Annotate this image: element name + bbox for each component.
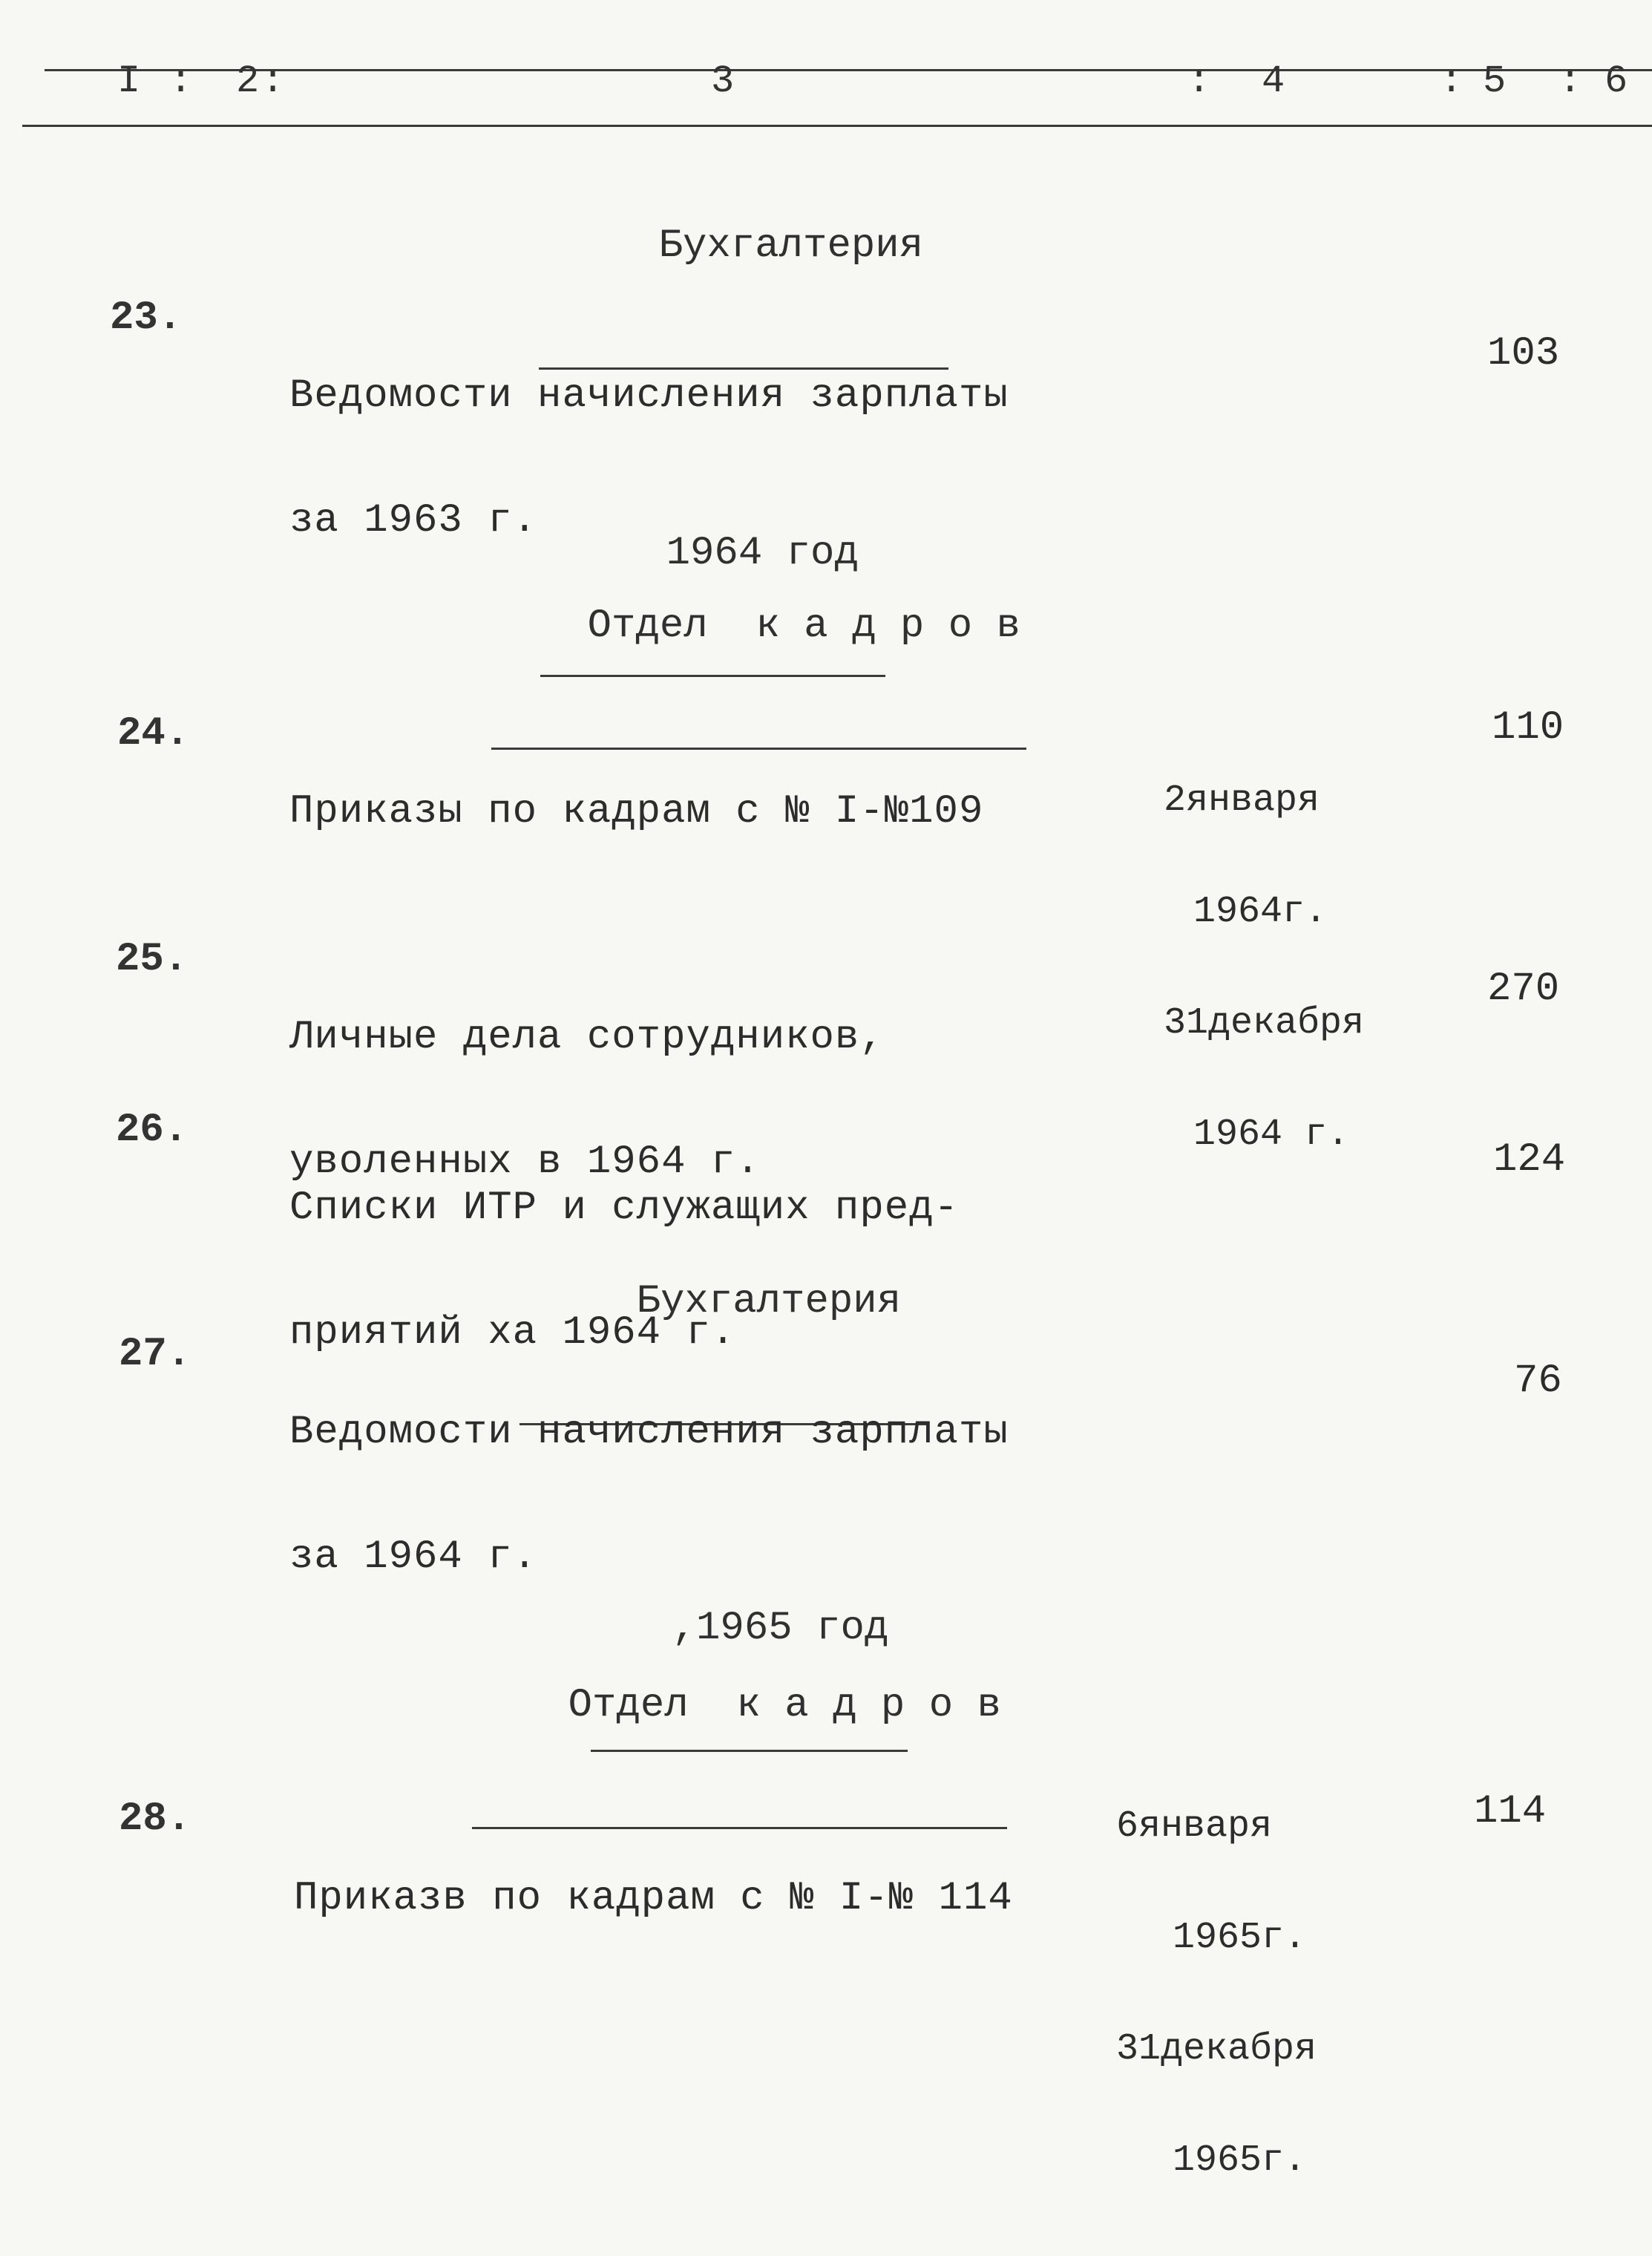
entry-number: 27. bbox=[119, 1332, 191, 1377]
column-separator: : bbox=[169, 59, 194, 103]
entry-title-line: за 1963 г. bbox=[289, 498, 538, 543]
entry-title-line: Личные дела сотрудников, bbox=[289, 1015, 885, 1060]
entry-date-start-year: 1965г. bbox=[1173, 1917, 1307, 1959]
entry-page-count: 124 bbox=[1493, 1137, 1566, 1183]
entry-date-range bbox=[1164, 708, 1364, 1228]
section-heading-text: Отдел к а д р о в bbox=[568, 1683, 1001, 1728]
section-heading-text: ,1965 год bbox=[672, 1606, 889, 1651]
entry-title-line: приятий ха 1964 г. bbox=[289, 1310, 736, 1356]
entry-number: 24. bbox=[117, 711, 190, 756]
entry-date-end: 31декабря bbox=[1164, 1002, 1365, 1044]
entry-title-line: уволенных в 1964 г. bbox=[289, 1140, 761, 1185]
entry-date-start: 6января bbox=[1116, 1805, 1273, 1848]
column-separator: : bbox=[1558, 59, 1584, 103]
entry-date-start: 2января bbox=[1164, 779, 1320, 822]
entry-date-range bbox=[1116, 1734, 1317, 2254]
entry-number: 26. bbox=[116, 1108, 189, 1153]
entry-title-line: Ведомости начисления зарплаты bbox=[289, 1410, 1009, 1455]
entry-page-count: 270 bbox=[1487, 967, 1560, 1012]
entry-date-end: 31декабря bbox=[1116, 2028, 1317, 2070]
entry-page-count: 76 bbox=[1514, 1358, 1562, 1404]
entry-date-start-year: 1964г. bbox=[1193, 891, 1328, 933]
column-separator: : bbox=[1440, 59, 1465, 103]
header-bottom-rule bbox=[22, 125, 1652, 127]
column-header-1: I bbox=[117, 59, 142, 103]
column-header-5: 5 bbox=[1483, 59, 1508, 103]
entry-page-count: 114 bbox=[1474, 1789, 1547, 1834]
entry-number: 28. bbox=[119, 1796, 191, 1842]
entry-title-line: Списки ИТР и служащих пред- bbox=[289, 1186, 959, 1231]
column-header-6: 6 bbox=[1605, 59, 1630, 103]
entry-title bbox=[294, 1795, 1013, 2003]
entry-title-line: Ведомости начисления зарплаты bbox=[289, 373, 1009, 419]
entry-title-line: за 1964 г. bbox=[289, 1534, 538, 1580]
entry-title bbox=[289, 708, 983, 916]
entry-page-count: 110 bbox=[1492, 705, 1564, 751]
entry-title-line: Приказы по кадрам с № I-№109 bbox=[289, 789, 984, 834]
section-heading-text: 1964 год bbox=[666, 531, 859, 576]
entry-page-count: 103 bbox=[1487, 331, 1560, 376]
column-header-2: 2 bbox=[236, 59, 261, 103]
entry-date-end-year: 1964 г. bbox=[1193, 1114, 1350, 1156]
entry-number: 25. bbox=[116, 937, 189, 982]
entry-number: 23. bbox=[110, 295, 183, 341]
section-heading-text: Отдел к а д р о в bbox=[587, 604, 1020, 649]
column-separator: : bbox=[261, 59, 286, 103]
entry-date-end-year: 1965г. bbox=[1173, 2139, 1307, 2182]
column-header-3: 3 bbox=[711, 59, 736, 103]
section-heading-text: Бухгалтерия bbox=[636, 1279, 902, 1324]
column-header-4: 4 bbox=[1262, 59, 1287, 103]
entry-title-line: Приказв по кадрам с № I-№ 114 bbox=[294, 1876, 1013, 1921]
section-heading-hr bbox=[472, 1638, 1001, 1819]
section-heading-text: Бухгалтерия bbox=[658, 223, 924, 269]
column-separator: : bbox=[1187, 59, 1213, 103]
